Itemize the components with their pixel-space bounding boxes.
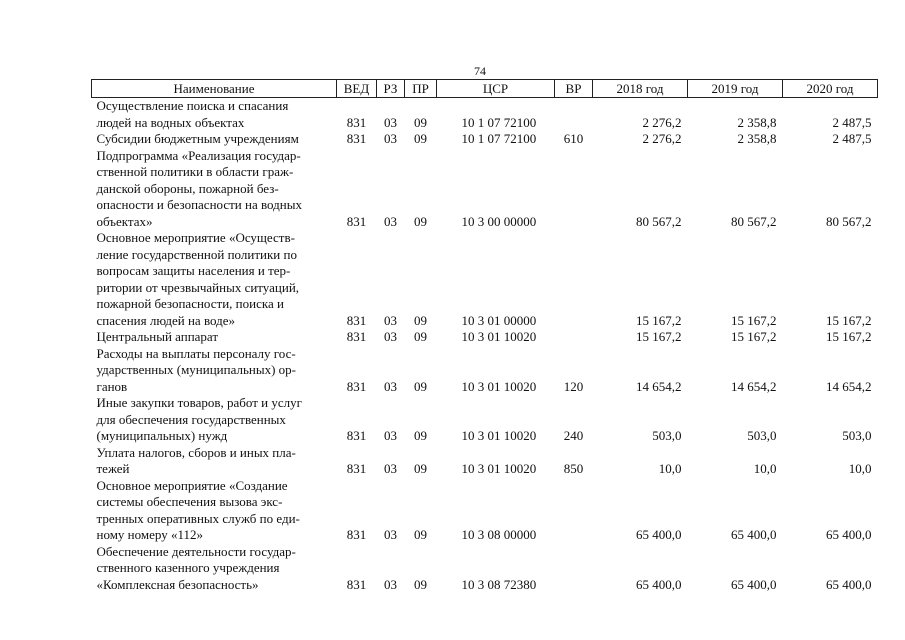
table-row — [92, 346, 878, 396]
cell-vr — [555, 544, 593, 594]
cell-name — [92, 131, 337, 148]
cell-pr: 09 — [414, 576, 427, 592]
cell-vr: 850 — [563, 461, 584, 476]
cell-pr: 09 — [414, 461, 427, 476]
cell-2019: 65 400,0 — [731, 576, 777, 592]
name-line: тренных оперативных служб по еди- — [96, 510, 300, 526]
cell-csr: 10 1 07 72100 — [461, 114, 537, 130]
cell-ved: 831 — [346, 576, 367, 592]
cell-name — [92, 329, 337, 346]
cell-rz: 03 — [384, 131, 397, 146]
cell-2019: 15 167,2 — [731, 312, 777, 328]
cell-2018: 10,0 — [658, 461, 682, 476]
table-header — [92, 80, 878, 98]
cell-2018: 15 167,2 — [636, 312, 682, 328]
cell-vr — [555, 478, 593, 544]
name-line: ритории от чрезвычайных ситуаций, — [96, 279, 300, 295]
cell-2020: 10,0 — [848, 461, 872, 476]
cell-ved: 831 — [346, 461, 367, 476]
cell-ved: 831 — [346, 312, 367, 328]
header-2019: 2019 год — [688, 80, 783, 98]
cell-pr: 09 — [414, 131, 427, 146]
cell-2020: 65 400,0 — [826, 527, 872, 542]
name-line: данской обороны, пожарной без- — [96, 180, 279, 196]
cell-2018: 14 654,2 — [636, 378, 682, 394]
cell-csr: 10 3 01 10020 — [461, 329, 537, 344]
cell-ved: 831 — [346, 428, 367, 443]
name-line: пожарной безопасности, поиска и — [96, 296, 284, 311]
table-row — [92, 395, 878, 445]
cell-ved: 831 — [346, 378, 367, 394]
cell-csr: 10 3 00 00000 — [461, 213, 537, 229]
cell-ved: 831 — [346, 213, 367, 229]
name-line: ственного казенного учреждения — [96, 560, 280, 575]
name-line: ударственных (муниципальных) ор- — [96, 362, 296, 377]
name-line: спасения людей на воде» — [96, 312, 236, 328]
cell-2019: 503,0 — [747, 428, 777, 443]
header-rz: РЗ — [377, 80, 405, 98]
cell-2019: 15 167,2 — [731, 329, 777, 344]
cell-pr: 09 — [414, 378, 427, 394]
header-csr: ЦСР — [437, 80, 555, 98]
cell-pr: 09 — [414, 312, 427, 328]
name-line: Основное мероприятие «Осуществ- — [96, 230, 295, 245]
page-number: 74 — [474, 64, 486, 78]
cell-2019: 2 358,8 — [737, 114, 777, 130]
name-line: (муниципальных) нужд — [96, 428, 228, 443]
cell-rz: 03 — [384, 312, 397, 328]
name-line: ному номеру «112» — [96, 527, 203, 542]
name-line: опасности и безопасности на водных — [96, 197, 302, 212]
cell-2018: 80 567,2 — [636, 213, 682, 229]
cell-2018: 65 400,0 — [636, 527, 682, 542]
header-vr: ВР — [555, 80, 593, 98]
cell-pr: 09 — [414, 329, 427, 344]
name-line: Уплата налогов, сборов и иных пла- — [96, 444, 296, 460]
cell-csr: 10 3 01 10020 — [461, 428, 537, 443]
budget-table — [91, 79, 878, 593]
cell-ved: 831 — [346, 131, 367, 146]
cell-ved: 831 — [346, 329, 367, 344]
cell-2020: 65 400,0 — [826, 576, 872, 592]
header-name: Наименование — [92, 80, 337, 98]
cell-rz: 03 — [384, 576, 397, 592]
cell-2019: 2 358,8 — [737, 131, 777, 146]
header-2018: 2018 год — [593, 80, 688, 98]
name-line: объектах» — [96, 213, 153, 229]
cell-2020: 15 167,2 — [826, 312, 872, 328]
cell-2018: 65 400,0 — [636, 576, 682, 592]
cell-csr: 10 3 01 00000 — [461, 312, 537, 328]
name-line: вопросам защиты населения и тер- — [96, 263, 291, 278]
name-line: Субсидии бюджетным учреждениям — [96, 131, 299, 146]
table-body — [92, 98, 878, 594]
cell-pr: 09 — [414, 114, 427, 130]
cell-2020: 14 654,2 — [826, 378, 872, 394]
name-line: людей на водных объектах — [96, 114, 245, 130]
cell-vr — [555, 230, 593, 329]
name-line: Подпрограмма «Реализация государ- — [96, 147, 301, 163]
name-line: Основное мероприятие «Создание — [96, 477, 288, 493]
cell-vr: 610 — [563, 131, 584, 146]
cell-2018: 2 276,2 — [642, 131, 682, 146]
cell-2020: 15 167,2 — [826, 329, 872, 344]
name-line: Осуществление поиска и спасания — [96, 98, 289, 113]
cell-name — [92, 148, 337, 231]
cell-ved: 831 — [346, 114, 367, 130]
cell-csr: 10 3 01 10020 — [461, 378, 537, 394]
name-line: Расходы на выплаты персоналу гос- — [96, 345, 296, 361]
cell-pr: 09 — [414, 213, 427, 229]
name-line: тежей — [96, 461, 130, 476]
name-line: ганов — [96, 378, 128, 394]
cell-ved: 831 — [346, 527, 367, 542]
name-line: для обеспечения государственных — [96, 411, 286, 427]
cell-2020: 80 567,2 — [826, 213, 872, 229]
cell-vr: 120 — [563, 378, 584, 394]
header-pr: ПР — [405, 80, 437, 98]
header-2020: 2020 год — [783, 80, 878, 98]
table-row — [92, 329, 878, 346]
cell-name — [92, 544, 337, 594]
cell-rz: 03 — [384, 329, 397, 344]
cell-name — [92, 346, 337, 396]
cell-2020: 2 487,5 — [832, 131, 872, 146]
cell-2018: 15 167,2 — [636, 329, 682, 344]
cell-vr: 240 — [563, 428, 584, 443]
cell-2019: 65 400,0 — [731, 527, 777, 542]
cell-csr: 10 3 08 00000 — [461, 527, 537, 542]
table-row — [92, 544, 878, 594]
cell-name — [92, 478, 337, 544]
cell-csr: 10 1 07 72100 — [461, 131, 537, 146]
table-row — [92, 131, 878, 148]
cell-vr — [555, 329, 593, 346]
cell-2020: 503,0 — [842, 428, 872, 443]
cell-pr: 09 — [414, 527, 427, 542]
cell-vr — [555, 148, 593, 231]
cell-2018: 2 276,2 — [642, 114, 682, 130]
cell-2018: 503,0 — [652, 428, 682, 443]
cell-vr — [555, 98, 593, 132]
cell-name — [92, 98, 337, 132]
cell-rz: 03 — [384, 114, 397, 130]
name-line: Обеспечение деятельности государ- — [96, 543, 296, 559]
table-row — [92, 148, 878, 231]
cell-2019: 80 567,2 — [731, 213, 777, 229]
name-line: Иные закупки товаров, работ и услуг — [96, 395, 302, 410]
cell-name — [92, 395, 337, 445]
cell-rz: 03 — [384, 213, 397, 229]
name-line: ление государственной политики по — [96, 246, 297, 262]
table-row — [92, 98, 878, 132]
cell-name — [92, 445, 337, 478]
cell-rz: 03 — [384, 428, 397, 443]
cell-rz: 03 — [384, 378, 397, 394]
cell-2020: 2 487,5 — [832, 114, 872, 130]
table-row — [92, 478, 878, 544]
cell-csr: 10 3 08 72380 — [461, 576, 537, 592]
name-line: системы обеспечения вызова экс- — [96, 494, 283, 509]
name-line: ственной политики в области граж- — [96, 164, 294, 179]
cell-rz: 03 — [384, 461, 397, 476]
cell-csr: 10 3 01 10020 — [461, 461, 537, 476]
cell-name — [92, 230, 337, 329]
cell-2019: 14 654,2 — [731, 378, 777, 394]
table-row — [92, 230, 878, 329]
cell-pr: 09 — [414, 428, 427, 443]
name-line: «Комплексная безопасность» — [96, 576, 259, 592]
cell-2019: 10,0 — [753, 461, 777, 476]
cell-rz: 03 — [384, 527, 397, 542]
table-row — [92, 445, 878, 478]
header-ved: ВЕД — [337, 80, 377, 98]
name-line: Центральный аппарат — [96, 329, 219, 344]
